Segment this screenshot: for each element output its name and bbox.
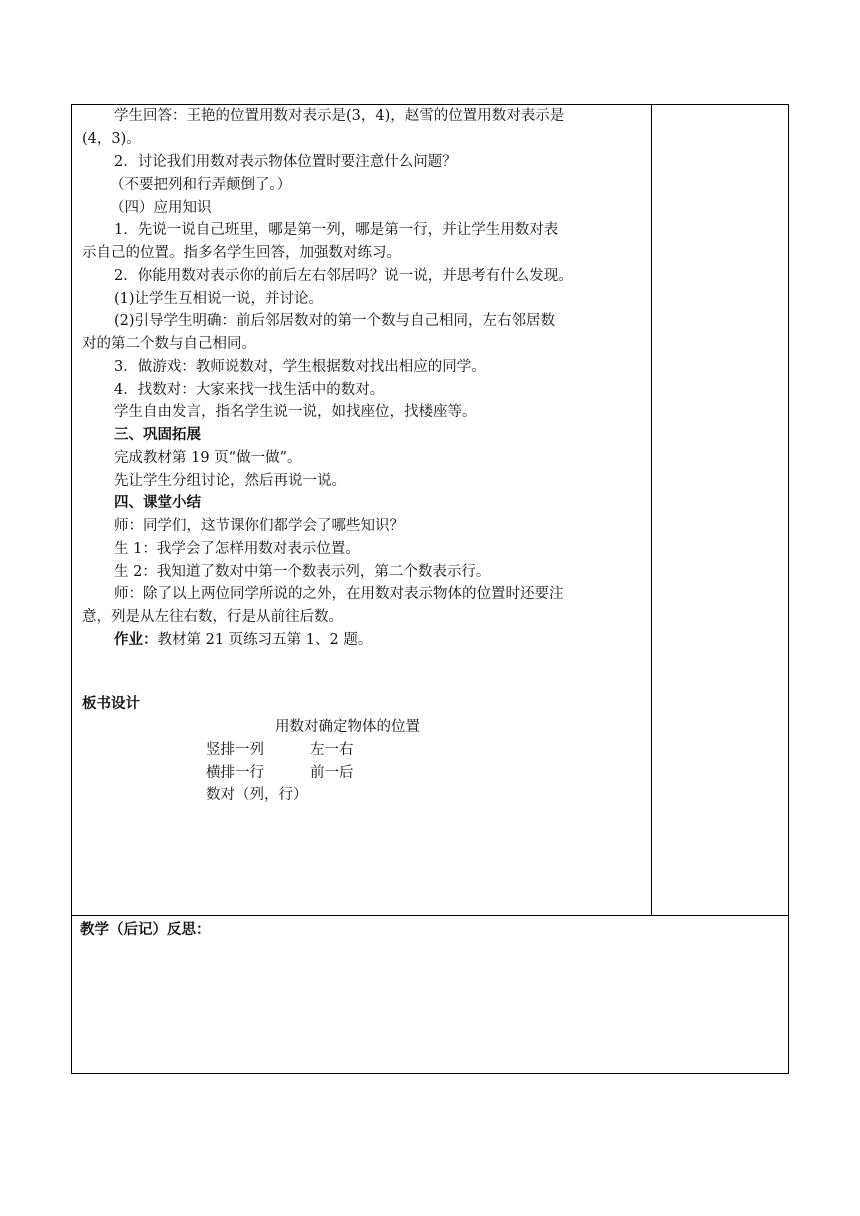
section-4-heading: （四）应用知识 — [110, 200, 212, 216]
apply-3: 3．做游戏：教师说数对，学生根据数对找出相应的同学。 — [114, 359, 486, 375]
homework-label: 作业： — [114, 631, 158, 648]
apply-1-line2: 示自己的位置。指多名学生回答，加强数对练习。 — [82, 245, 401, 261]
board-row3: 数对（列，行） — [206, 787, 308, 803]
summary-student-2: 生 2：我知道了数对中第一个数表示列，第二个数表示行。 — [114, 564, 491, 580]
homework-text: 教材第 21 页练习五第 1、2 题。 — [157, 632, 373, 648]
board-title: 用数对确定物体的位置 — [275, 719, 420, 735]
question-2-answer: （不要把列和行弄颠倒了。） — [110, 177, 292, 193]
apply-1-line1: 1．先说一说自己班里，哪是第一列，哪是第一行，并让学生用数对表 — [114, 222, 559, 238]
summary-teacher-question: 师：同学们，这节课你们都学会了哪些知识？ — [114, 518, 404, 534]
student-answer-line1: 学生回答：王艳的位置用数对表示是(3，4)，赵雪的位置用数对表示是 — [114, 108, 565, 124]
student-answer-line2: (4，3)。 — [82, 131, 141, 147]
heading-consolidate: 三、巩固拓展 — [114, 426, 201, 443]
summary-student-1: 生 1：我学会了怎样用数对表示位置。 — [114, 541, 360, 557]
board-design-label: 板书设计 — [82, 695, 140, 712]
reflection-label: 教学（后记）反思： — [80, 921, 211, 938]
consolidate-1: 完成教材第 19 页“做一做”。 — [114, 450, 302, 466]
apply-2: 2．你能用数对表示你的前后左右邻居吗？说一说，并思考有什么发现。 — [114, 268, 573, 284]
question-2: 2．讨论我们用数对表示物体位置时要注意什么问题？ — [114, 154, 457, 170]
homework — [114, 630, 372, 650]
consolidate-2: 先让学生分组讨论，然后再说一说。 — [114, 473, 346, 489]
board-row2-right: 前一后 — [310, 765, 354, 781]
board-row2-left: 横排一行 — [206, 765, 264, 781]
summary-teacher-line1: 师：除了以上两位同学所说的之外，在用数对表示物体的位置时还要注 — [114, 586, 564, 602]
summary-teacher-line2: 意，列是从左往右数，行是从前往后数。 — [82, 609, 343, 625]
board-row1-right: 左一右 — [310, 742, 354, 758]
apply-2-1: (1)让学生互相说一说，并讨论。 — [114, 291, 324, 307]
side-notes-cell — [651, 104, 789, 916]
board-row1-left: 竖排一列 — [206, 742, 264, 758]
apply-4: 4．找数对：大家来找一找生活中的数对。 — [114, 382, 385, 398]
heading-summary: 四、课堂小结 — [114, 494, 201, 511]
apply-2-2-line2: 对的第二个数与自己相同。 — [82, 336, 256, 352]
apply-2-2-line1: (2)引导学生明确：前后邻居数对的第一个数与自己相同，左右邻居数 — [114, 313, 556, 329]
apply-4-detail: 学生自由发言，指名学生说一说，如找座位，找楼座等。 — [114, 404, 477, 420]
